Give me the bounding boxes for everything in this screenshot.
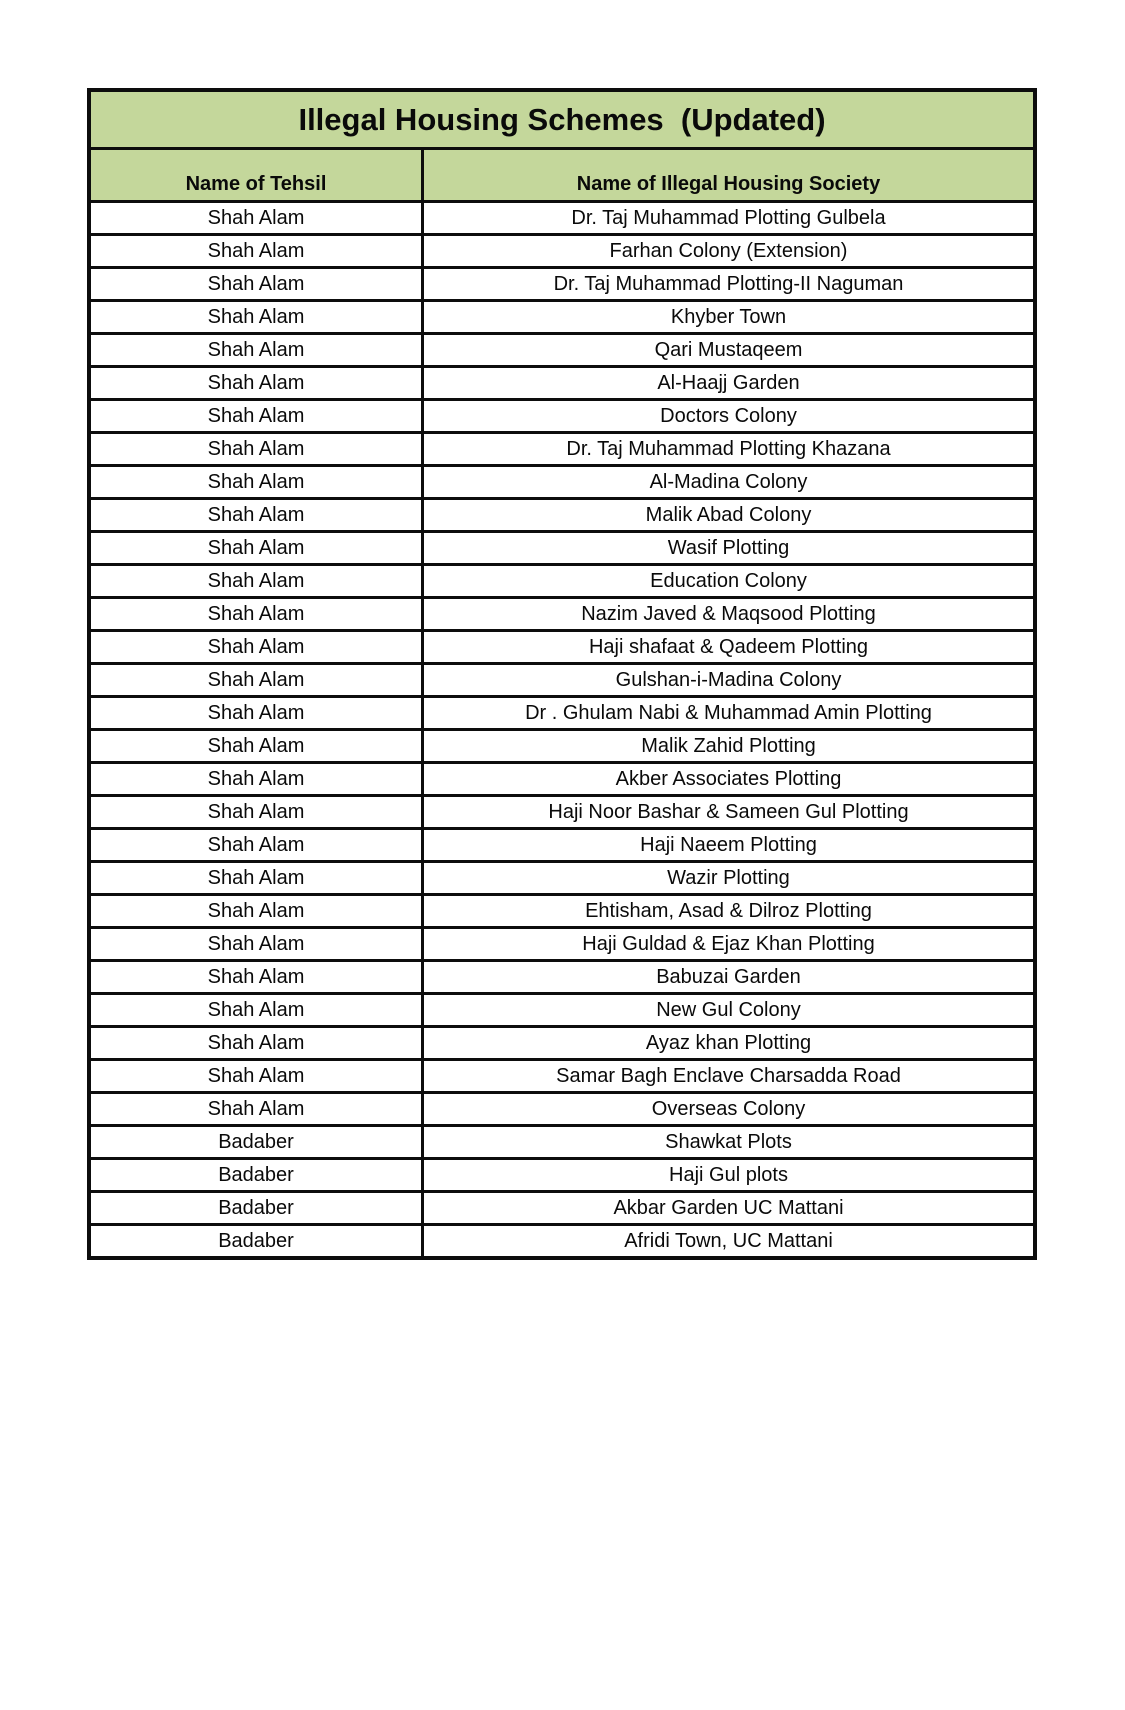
column-header-tehsil: Name of Tehsil <box>91 150 424 200</box>
society-cell: Gulshan-i-Madina Colony <box>615 668 842 691</box>
tehsil-cell: Shah Alam <box>91 401 424 431</box>
tehsil-cell: Shah Alam <box>91 236 424 266</box>
table-header-row <box>91 150 1033 203</box>
society-cell: Ehtisham, Asad & Dilroz Plotting <box>585 899 872 922</box>
tehsil-cell: Shah Alam <box>91 566 424 596</box>
table-row <box>91 236 1033 269</box>
society-cell: Dr. Taj Muhammad Plotting-II Naguman <box>553 272 904 295</box>
table-row <box>91 533 1033 566</box>
table-row <box>91 896 1033 929</box>
tehsil-cell: Badaber <box>91 1160 424 1190</box>
tehsil-cell: Shah Alam <box>91 599 424 629</box>
table-row <box>91 1193 1033 1226</box>
society-cell: Doctors Colony <box>660 404 797 427</box>
table-row <box>91 1127 1033 1160</box>
table-row <box>91 434 1033 467</box>
table-row <box>91 632 1033 665</box>
table-row <box>91 467 1033 500</box>
table-row <box>91 302 1033 335</box>
tehsil-cell: Shah Alam <box>91 731 424 761</box>
society-cell: Farhan Colony (Extension) <box>609 239 848 262</box>
society-cell: Overseas Colony <box>651 1097 806 1120</box>
table-row <box>91 665 1033 698</box>
tehsil-cell: Shah Alam <box>91 500 424 530</box>
society-cell: Haji Gul plots <box>669 1163 788 1186</box>
table-row <box>91 797 1033 830</box>
society-cell: Al-Haajj Garden <box>657 371 800 394</box>
society-cell: Khyber Town <box>670 305 787 328</box>
society-cell: Wasif Plotting <box>667 536 790 559</box>
tehsil-cell: Shah Alam <box>91 335 424 365</box>
society-cell: Ayaz khan Plotting <box>645 1031 812 1054</box>
tehsil-cell: Shah Alam <box>91 632 424 662</box>
tehsil-cell: Badaber <box>91 1127 424 1157</box>
column-header-society: Name of Illegal Housing Society <box>576 173 881 195</box>
table-row <box>91 1028 1033 1061</box>
table-row <box>91 698 1033 731</box>
society-cell: Malik Abad Colony <box>645 503 812 526</box>
table-row <box>91 731 1033 764</box>
table-row <box>91 335 1033 368</box>
tehsil-cell: Shah Alam <box>91 929 424 959</box>
tehsil-cell: Shah Alam <box>91 269 424 299</box>
tehsil-cell: Shah Alam <box>91 863 424 893</box>
society-cell: Dr. Taj Muhammad Plotting Gulbela <box>571 206 886 229</box>
tehsil-cell: Shah Alam <box>91 1061 424 1091</box>
table-row <box>91 566 1033 599</box>
table-row <box>91 1061 1033 1094</box>
table-row <box>91 368 1033 401</box>
tehsil-cell: Shah Alam <box>91 764 424 794</box>
tehsil-cell: Shah Alam <box>91 797 424 827</box>
table-row <box>91 1226 1033 1256</box>
society-cell: Haji shafaat & Qadeem Plotting <box>588 635 869 658</box>
society-cell: Malik Zahid Plotting <box>641 734 816 757</box>
tehsil-cell: Shah Alam <box>91 962 424 992</box>
table-row <box>91 1094 1033 1127</box>
society-cell: Education Colony <box>650 569 807 592</box>
table-title: Illegal Housing Schemes (Updated) <box>91 92 1033 150</box>
table-row <box>91 203 1033 236</box>
table-row <box>91 830 1033 863</box>
society-cell: New Gul Colony <box>656 998 801 1021</box>
table-row <box>91 764 1033 797</box>
tehsil-cell: Shah Alam <box>91 203 424 233</box>
tehsil-cell: Shah Alam <box>91 995 424 1025</box>
table-row <box>91 863 1033 896</box>
society-cell: Qari Mustaqeem <box>654 338 803 361</box>
table-row <box>91 995 1033 1028</box>
tehsil-cell: Shah Alam <box>91 533 424 563</box>
table-row <box>91 401 1033 434</box>
tehsil-cell: Shah Alam <box>91 698 424 728</box>
table-row <box>91 599 1033 632</box>
illegal-housing-schemes-table <box>87 88 1037 1260</box>
society-cell: Wazir Plotting <box>667 866 790 889</box>
tehsil-cell: Shah Alam <box>91 896 424 926</box>
tehsil-cell: Shah Alam <box>91 665 424 695</box>
society-cell: Dr . Ghulam Nabi & Muhammad Amin Plotting <box>525 701 932 724</box>
table-body <box>91 203 1033 1256</box>
society-cell: Shawkat Plots <box>665 1130 792 1153</box>
society-cell: Samar Bagh Enclave Charsadda Road <box>556 1064 901 1087</box>
table-row <box>91 962 1033 995</box>
table-row <box>91 1160 1033 1193</box>
tehsil-cell: Shah Alam <box>91 302 424 332</box>
society-cell: Dr. Taj Muhammad Plotting Khazana <box>566 437 891 460</box>
table-row <box>91 929 1033 962</box>
society-cell: Haji Noor Bashar & Sameen Gul Plotting <box>548 800 909 823</box>
society-cell: Nazim Javed & Maqsood Plotting <box>581 602 876 625</box>
society-cell: Al-Madina Colony <box>649 470 808 493</box>
society-cell: Haji Guldad & Ejaz Khan Plotting <box>582 932 875 955</box>
tehsil-cell: Shah Alam <box>91 1094 424 1124</box>
society-cell: Afridi Town, UC Mattani <box>624 1229 833 1252</box>
society-cell: Haji Naeem Plotting <box>640 833 817 856</box>
tehsil-cell: Shah Alam <box>91 467 424 497</box>
table-row <box>91 269 1033 302</box>
table-row <box>91 500 1033 533</box>
tehsil-cell: Badaber <box>91 1193 424 1223</box>
society-cell: Babuzai Garden <box>656 965 801 988</box>
tehsil-cell: Shah Alam <box>91 368 424 398</box>
society-cell: Akber Associates Plotting <box>615 767 842 790</box>
tehsil-cell: Shah Alam <box>91 830 424 860</box>
tehsil-cell: Badaber <box>91 1226 424 1256</box>
tehsil-cell: Shah Alam <box>91 434 424 464</box>
tehsil-cell: Shah Alam <box>91 1028 424 1058</box>
society-cell: Akbar Garden UC Mattani <box>613 1196 844 1219</box>
